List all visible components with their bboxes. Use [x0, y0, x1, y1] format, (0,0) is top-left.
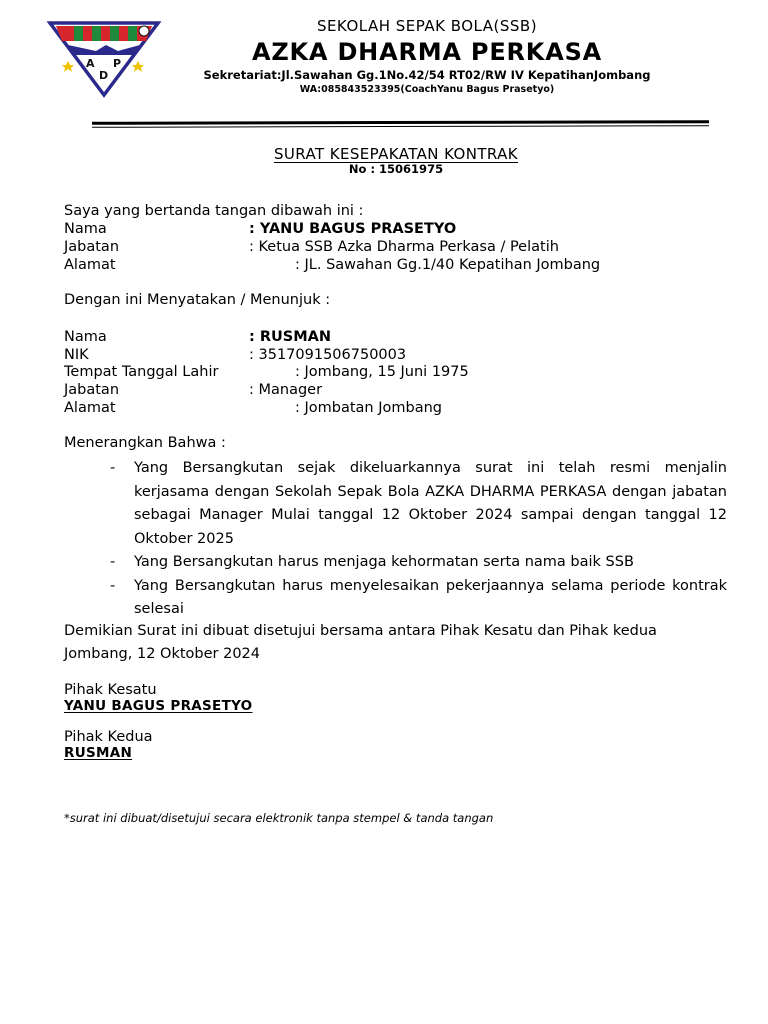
- signer-address-label: Alamat: [64, 257, 116, 273]
- header-divider-thick: [92, 120, 709, 125]
- school-whatsapp: WA:085843523395(CoachYanu Bagus Prasetyo): [299, 84, 555, 95]
- appointee-birth-value: : Jombang, 15 Juni 1975: [295, 364, 469, 380]
- appointee-position-value: : Manager: [249, 382, 323, 398]
- bullet-dash: -: [110, 577, 116, 594]
- party2-name: RUSMAN: [64, 745, 133, 761]
- document-number: No : 15061975: [348, 162, 444, 176]
- list-item: [110, 457, 727, 551]
- bullet-dash: -: [110, 554, 116, 570]
- logo-letter-p: P: [113, 57, 122, 70]
- school-address: Sekretariat:Jl.Sawahan Gg.1No.42/54 RT02/RW IV KepatihanJombang: [203, 68, 651, 82]
- appointee-address-value: : Jombatan Jombang: [295, 400, 442, 416]
- signer-intro: Saya yang bertanda tangan dibawah ini :: [64, 203, 364, 219]
- list-item: [110, 551, 727, 575]
- signer-address-value: : JL. Sawahan Gg.1/40 Kepatihan Jombang: [295, 257, 601, 273]
- bullet-dash: -: [110, 460, 116, 476]
- closing-text: Demikian Surat ini dibuat disetujui bersama antara Pihak Kesatu dan Pihak kedua: [64, 623, 657, 639]
- appointee-position-label: Jabatan: [64, 382, 120, 398]
- appointee-address-label: Alamat: [64, 400, 116, 416]
- logo-letter-d: D: [99, 69, 109, 82]
- party1-name: YANU BAGUS PRASETYO: [64, 698, 253, 714]
- signer-name-value: : YANU BAGUS PRASETYO: [249, 221, 457, 237]
- statement-item-text: Yang Bersangkutan harus menjaga kehormatan serta nama baik SSB: [134, 554, 634, 570]
- party2-label: Pihak Kedua: [64, 729, 153, 745]
- appointee-birth-label: Tempat Tanggal Lahir: [64, 364, 219, 380]
- signer-name-label: Nama: [64, 221, 107, 237]
- signer-position-value: : Ketua SSB Azka Dharma Perkasa / Pelatih: [249, 239, 559, 255]
- footnote: *surat ini dibuat/disetujui secara elektronik tanpa stempel & tanda tangan: [64, 811, 494, 825]
- school-type: SEKOLAH SEPAK BOLA(SSB): [316, 17, 538, 35]
- appointee-nik-label: NIK: [64, 347, 89, 363]
- school-logo: [46, 15, 162, 98]
- appointee-name-value: : RUSMAN: [249, 329, 332, 345]
- appointee-intro: Dengan ini Menyatakan / Menunjuk :: [64, 292, 331, 308]
- logo-letter-a: A: [86, 57, 95, 70]
- statement-list: [110, 457, 727, 622]
- school-name: AZKA DHARMA PERKASA: [251, 38, 603, 66]
- party1-label: Pihak Kesatu: [64, 682, 157, 698]
- appointee-name-label: Nama: [64, 329, 107, 345]
- header-divider-thin: [92, 125, 709, 128]
- closing-place-date: Jombang, 12 Oktober 2024: [64, 646, 260, 662]
- statement-item-text: Yang Bersangkutan harus menyelesaikan pekerjaannya selama periode kontrak selesai: [134, 577, 727, 617]
- appointee-nik-value: : 3517091506750003: [249, 347, 407, 363]
- list-item: [110, 575, 727, 622]
- statement-intro: Menerangkan Bahwa :: [64, 435, 226, 451]
- signer-position-label: Jabatan: [64, 239, 120, 255]
- document-title: SURAT KESEPAKATAN KONTRAK: [273, 145, 519, 163]
- statement-item-text: Yang Bersangkutan sejak dikeluarkannya surat ini telah resmi menjalin kerjasama dengan Sekolah Sepak Bola AZKA DHARMA PERKASA dengan jabatan sebagai Manager Mulai tanggal 12 Oktober 2024 sampai dengan tanggal 12 Oktober 2025: [134, 460, 727, 547]
